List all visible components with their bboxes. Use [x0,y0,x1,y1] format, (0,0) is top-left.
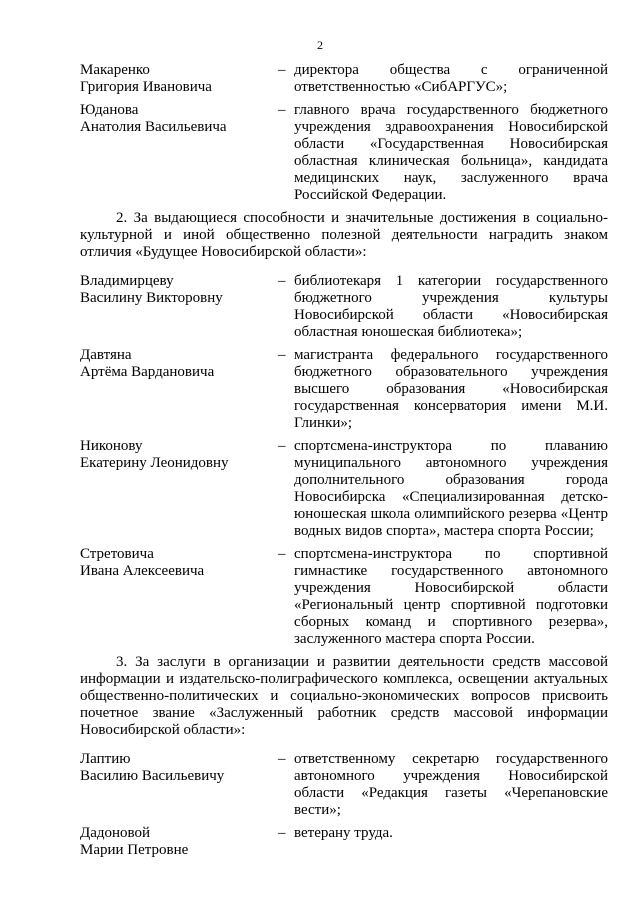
recipient-surname: Владимирцеву [80,273,174,289]
recipient-description: ветерану труда. [294,825,393,841]
recipient-given-names: Ивана Алексеевича [80,563,205,579]
award-entry [80,62,608,96]
recipient-given-names: Василию Васильевичу [80,768,225,784]
recipient-name [80,273,278,341]
recipient-given-names: Екатерину Леонидовну [80,455,229,471]
section-3-paragraph: 3. За заслуги в организации и развитии деятельности средств массовой информации и издательско-полиграфического комплекса, освещении актуальных общественно-политических и социально-экономических вопросов присвоить почетное звание «Заслуженный работник средств массовой информации Новосибирской области»: [80,654,608,738]
recipient-given-names: Василину Викторовну [80,290,223,306]
recipient-description: ответственному секретарю государственного автономного учреждения Новосибирской области «Редакция газеты «Черепановские вести»; [294,751,608,818]
recipient-description: главного врача государственного бюджетного учреждения здравоохранения Новосибирской области «Государственная Новосибирская областная клиническая больница», кандидата медицинских наук, заслуженного врача Российской Федерации. [294,102,608,203]
section-2-paragraph: 2. За выдающиеся способности и значительные достижения в социально-культурной и иной общественно полезной деятельности наградить знаком отличия «Будущее Новосибирской области»: [80,210,608,260]
recipient-surname: Лаптию [80,751,131,767]
recipient-name [80,751,278,819]
award-entry [80,273,608,341]
recipient-surname: Никонову [80,438,143,454]
recipient-name [80,62,278,96]
recipient-description: библиотекаря 1 категории государственного бюджетного учреждения культуры Новосибирской области «Новосибирская областная юношеская библиотека»; [294,273,608,340]
recipient-description: директора общества с ограниченной ответственностью «СибАРГУС»; [294,62,608,95]
page-number: 2 [317,38,323,52]
recipient-name [80,347,278,432]
award-entry [80,347,608,432]
recipient-given-names: Артёма Вардановича [80,364,215,380]
recipient-description: спортсмена-инструктора по плаванию муниципального автономного учреждения дополнительного образования города Новосибирска «Специализированная детско-юношеская школа олимпийского резерва «Центр водных видов спорта», мастера спорта России; [294,438,608,539]
recipient-given-names: Анатолия Васильевича [80,119,227,135]
recipient-surname: Дадоновой [80,825,151,841]
recipient-given-names: Марии Петровне [80,842,189,858]
entry-dash: – [278,751,286,767]
entry-dash: – [278,546,286,562]
award-entry [80,102,608,204]
entry-dash: – [278,273,286,289]
recipient-name [80,546,278,648]
recipient-surname: Стретовича [80,546,154,562]
recipient-name [80,102,278,204]
award-entry [80,751,608,819]
entry-dash: – [278,347,286,363]
recipient-surname: Давтяна [80,347,132,363]
recipient-description: спортсмена-инструктора по спортивной гимнастике государственного автономного учреждения Новосибирской области «Региональный центр спортивной подготовки сборных команд и спортивного резерва», заслуженного мастера спорта России. [294,546,608,647]
recipient-surname: Юданова [80,102,139,118]
entry-dash: – [278,438,286,454]
recipient-name [80,825,278,859]
entry-dash: – [278,102,286,118]
award-entry [80,825,608,859]
recipient-given-names: Григория Ивановича [80,79,212,95]
award-entry [80,546,608,648]
recipient-name [80,438,278,540]
document-body [80,62,608,865]
award-entry [80,438,608,540]
entry-dash: – [278,825,286,841]
recipient-description: магистранта федерального государственного бюджетного образовательного учреждения высшего образования «Новосибирская государственная консерватория имени М.И. Глинки»; [294,347,608,431]
entry-dash: – [278,62,286,78]
recipient-surname: Макаренко [80,62,150,78]
